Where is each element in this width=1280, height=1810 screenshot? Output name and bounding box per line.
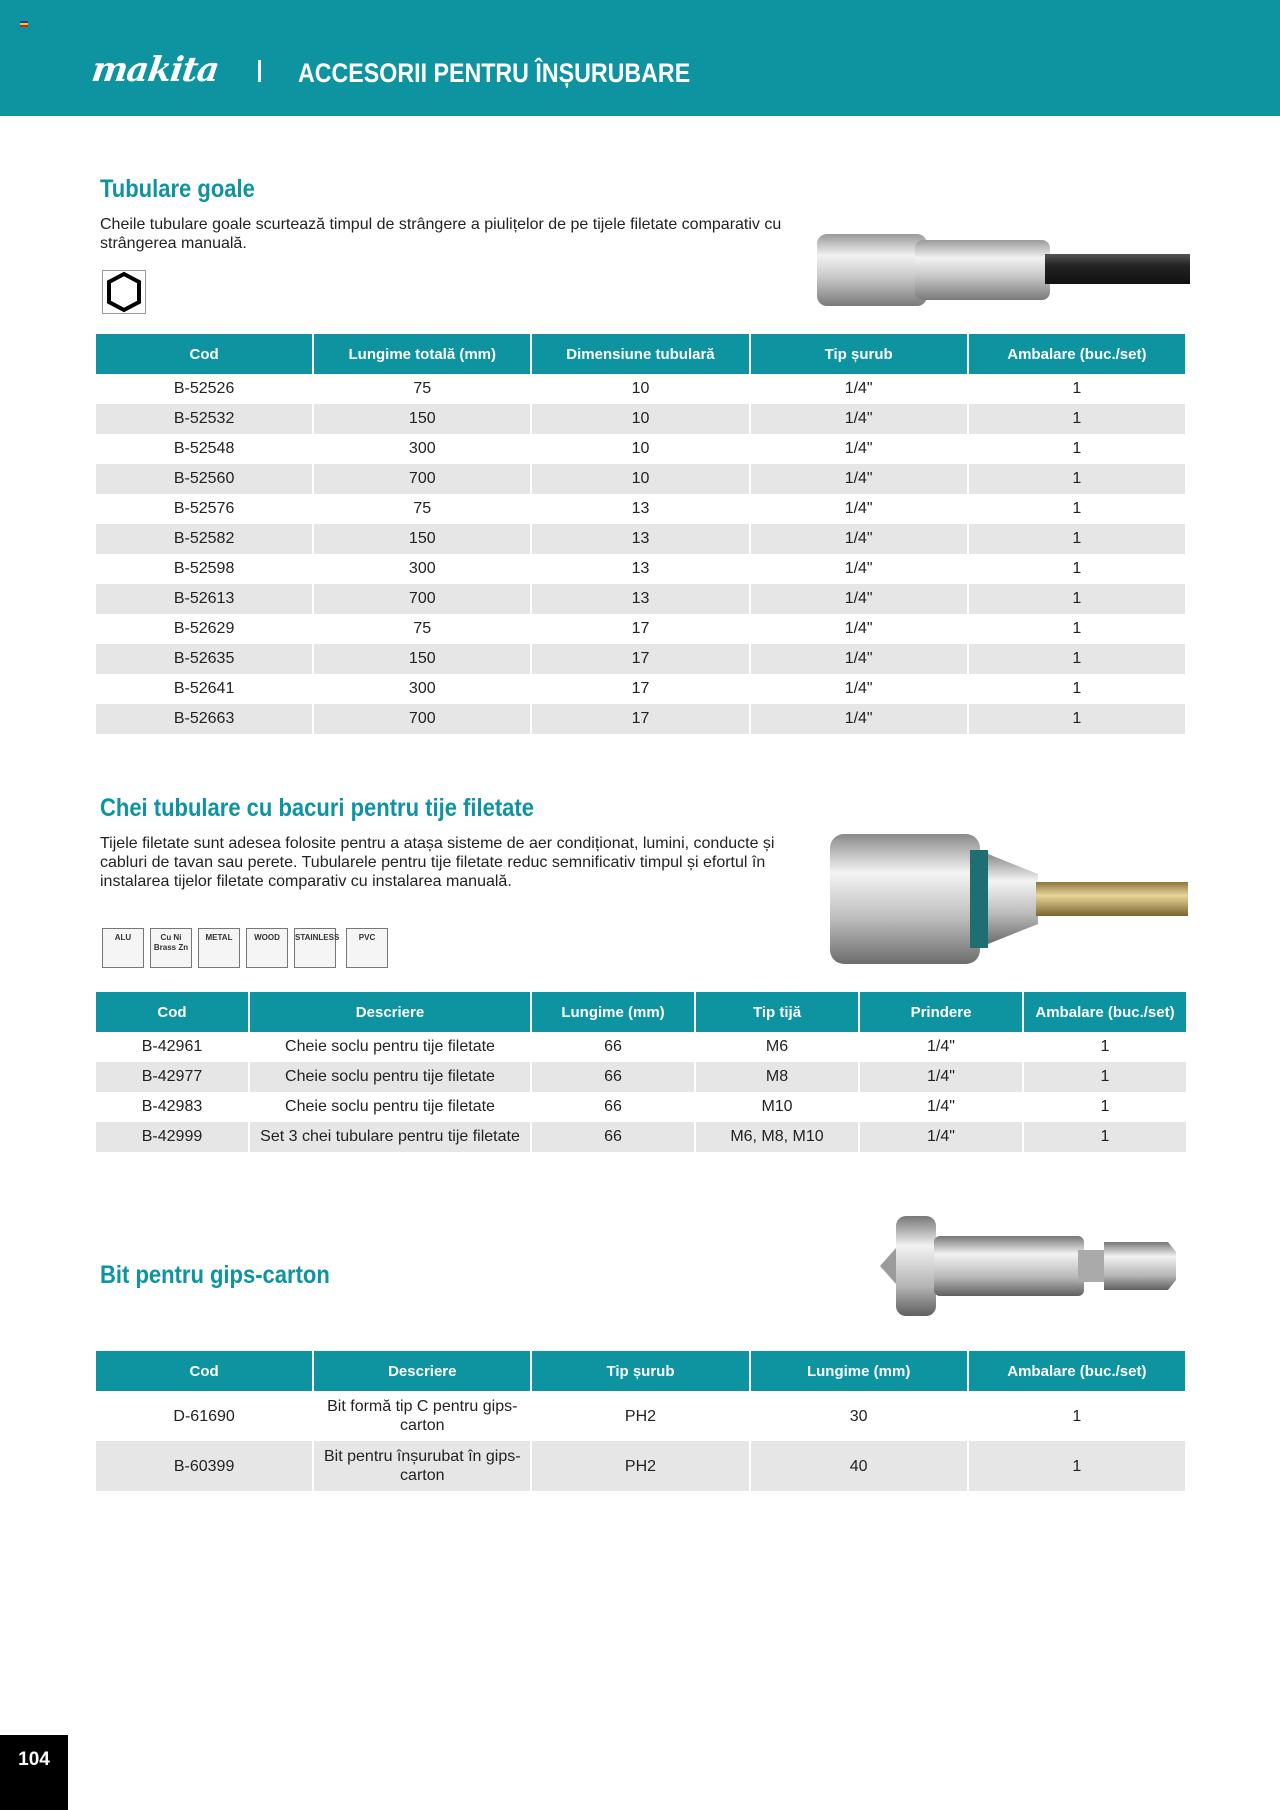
table-cell: 1 <box>1100 1098 1110 1115</box>
table-cell: 150 <box>314 404 530 434</box>
table-cell: 1/4" <box>927 1098 955 1115</box>
col-header: Lungime (mm) <box>532 992 694 1032</box>
table-row <box>96 674 1185 704</box>
table-cell: 75 <box>413 620 432 637</box>
table-cell: Cheie soclu pentru tije filetate <box>285 1038 495 1055</box>
table-cell: 1/4" <box>927 1038 955 1055</box>
table-cell: 13 <box>532 584 748 614</box>
table-cell: 1/4" <box>844 500 873 517</box>
table-cell: 66 <box>532 1122 694 1152</box>
table-row <box>96 434 1185 464</box>
table-cell: 1/4" <box>844 680 873 697</box>
table-cell: 1 <box>1072 500 1082 517</box>
table-cell: B-52629 <box>173 620 235 637</box>
table-cell: PH2 <box>624 1407 657 1425</box>
table-cell: 300 <box>408 680 436 697</box>
col-header: Cod <box>96 1351 312 1391</box>
table-header-row <box>96 1351 1185 1391</box>
page-number: 104 <box>0 1735 68 1810</box>
table-row <box>96 1122 1186 1152</box>
table-cell: 13 <box>532 524 748 554</box>
table-row <box>96 464 1185 494</box>
table-cell: Cheie soclu pentru tije filetate <box>285 1098 495 1115</box>
table-cell: 1/4" <box>844 380 873 397</box>
table-cell: 700 <box>314 584 530 614</box>
table-row <box>96 1391 1185 1441</box>
table-row <box>96 524 1185 554</box>
table-row <box>96 614 1185 644</box>
table-cell: 1/4" <box>751 704 967 734</box>
table-cell: D-61690 <box>173 1407 235 1425</box>
brand-logo: makita <box>89 50 222 90</box>
table-cell: 1/4" <box>860 1062 1022 1092</box>
table-cell: B-52663 <box>96 704 312 734</box>
table-row <box>96 404 1185 434</box>
table-cell: 150 <box>314 524 530 554</box>
table-row <box>96 1062 1186 1092</box>
col-header: Lungime (mm) <box>751 1351 967 1391</box>
hexagon-icon <box>102 270 146 314</box>
section-description-hollow-sockets: Cheile tubulare goale scurtează timpul de strângere a piulițelor de pe tijele filetate comparativ cu strângerea manuală. <box>100 216 782 252</box>
table-cell: B-52635 <box>96 644 312 674</box>
table-cell: 1 <box>1072 1407 1082 1425</box>
table-cell: 150 <box>314 644 530 674</box>
table-cell: B-42977 <box>96 1062 248 1092</box>
table-cell: 13 <box>631 500 650 517</box>
table-cell: 1 <box>969 644 1185 674</box>
table-header-row <box>96 334 1185 374</box>
section-description-threaded-rod-sockets: Tijele filetate sunt adesea folosite pentru a atașa sisteme de aer condiționat, lumini, conducte și cabluri de tavan sau perete. Tubularele pentru tije filetate reduc semnificativ timpul și efortul în instalarea tijelor filetate comparativ cu instalarea manuală. <box>100 835 775 890</box>
table-cell: 1/4" <box>844 620 873 637</box>
table-cell: PH2 <box>532 1441 748 1491</box>
col-header: Tip șurub <box>532 1351 748 1391</box>
table-cell: 1 <box>1072 620 1082 637</box>
table-cell: M6 <box>765 1038 789 1055</box>
header-divider <box>258 60 261 82</box>
table-cell: 17 <box>631 620 650 637</box>
metal-icon: METAL <box>198 928 240 968</box>
table-row <box>96 374 1185 404</box>
col-header: Ambalare (buc./set) <box>969 1351 1185 1391</box>
table-cell: B-42983 <box>141 1098 203 1115</box>
table-cell: 1 <box>969 584 1185 614</box>
table-cell: 66 <box>532 1062 694 1092</box>
table-cell: 1 <box>1072 680 1082 697</box>
col-header: Tip tijă <box>696 992 858 1032</box>
table-cell: B-52560 <box>96 464 312 494</box>
table-cell: 1 <box>1072 560 1082 577</box>
table-cell: B-52576 <box>173 500 235 517</box>
table-cell: B-52548 <box>173 440 235 457</box>
table-cell: 10 <box>631 440 650 457</box>
col-header: Cod <box>96 992 248 1032</box>
drywall-bit-table <box>94 1351 1187 1491</box>
table-cell: 1 <box>969 1441 1185 1491</box>
drywall-bit-image <box>878 1212 1180 1322</box>
table-cell: 1 <box>969 704 1185 734</box>
table-cell: 10 <box>532 464 748 494</box>
col-header: Descriere <box>314 1351 530 1391</box>
flag-icon <box>20 21 28 27</box>
table-cell: 1 <box>1024 1122 1186 1152</box>
section-title-hollow-sockets: Tubulare goale <box>100 175 255 203</box>
table-cell: B-42999 <box>96 1122 248 1152</box>
stainless-icon: STAINLESS <box>294 928 336 968</box>
table-cell: 1/4" <box>844 560 873 577</box>
table-row <box>96 1092 1186 1122</box>
hollow-sockets-table <box>94 334 1187 734</box>
table-cell: 1 <box>969 524 1185 554</box>
table-cell: 1/4" <box>751 584 967 614</box>
table-cell: B-52613 <box>96 584 312 614</box>
table-cell: M6, M8, M10 <box>696 1122 858 1152</box>
table-cell: 1/4" <box>751 464 967 494</box>
table-cell: 75 <box>413 500 432 517</box>
table-row <box>96 1441 1185 1491</box>
copper-icon: Cu Ni Brass Zn <box>150 928 192 968</box>
wood-icon: WOOD <box>246 928 288 968</box>
table-cell: 30 <box>849 1407 868 1425</box>
table-row <box>96 494 1185 524</box>
table-row <box>96 554 1185 584</box>
table-cell: 1/4" <box>751 524 967 554</box>
col-header: Ambalare (buc./set) <box>1024 992 1186 1032</box>
section-title-threaded-rod-sockets: Chei tubulare cu bacuri pentru tije filetate <box>100 794 534 822</box>
pvc-icon: PVC <box>346 928 388 968</box>
table-cell: B-52582 <box>96 524 312 554</box>
table-cell: 1 <box>969 464 1185 494</box>
table-cell: Bit formă tip C pentru gips-carton <box>327 1398 518 1434</box>
table-cell: 700 <box>314 464 530 494</box>
col-header: Tip șurub <box>751 334 967 374</box>
table-cell: 17 <box>532 644 748 674</box>
table-cell: 40 <box>751 1441 967 1491</box>
table-row <box>96 644 1185 674</box>
table-cell: 1 <box>1024 1062 1186 1092</box>
threaded-rod-sockets-table <box>94 992 1188 1152</box>
header-band <box>0 0 1280 116</box>
table-cell: 1/4" <box>844 440 873 457</box>
table-cell: 1 <box>1100 1038 1110 1055</box>
table-header-row <box>96 992 1186 1032</box>
table-cell: B-52532 <box>96 404 312 434</box>
page-title: ACCESORII PENTRU ÎNȘURUBARE <box>298 58 691 88</box>
hollow-socket-image <box>815 228 1190 312</box>
table-cell: M10 <box>761 1098 793 1115</box>
col-header: Descriere <box>250 992 530 1032</box>
col-header: Cod <box>96 334 312 374</box>
table-cell: 66 <box>604 1038 622 1055</box>
table-cell: 75 <box>413 380 432 397</box>
col-header: Prindere <box>860 992 1022 1032</box>
col-header: Ambalare (buc./set) <box>969 334 1185 374</box>
table-cell: B-60399 <box>96 1441 312 1491</box>
table-cell: 300 <box>408 440 436 457</box>
col-header: Dimensiune tubulară <box>532 334 748 374</box>
table-cell: 1/4" <box>751 644 967 674</box>
table-cell: 300 <box>408 560 436 577</box>
table-cell: 1 <box>1072 440 1082 457</box>
table-cell: 1 <box>969 404 1185 434</box>
table-cell: 10 <box>532 404 748 434</box>
table-cell: 1/4" <box>860 1122 1022 1152</box>
table-cell: B-52598 <box>173 560 235 577</box>
table-cell: 1 <box>1072 380 1082 397</box>
table-row <box>96 584 1185 614</box>
table-cell: 17 <box>532 704 748 734</box>
aluminium-icon: ALU <box>102 928 144 968</box>
table-cell: 13 <box>631 560 650 577</box>
table-cell: 700 <box>314 704 530 734</box>
table-cell: 1/4" <box>751 404 967 434</box>
col-header: Lungime totală (mm) <box>314 334 530 374</box>
threaded-rod-socket-image <box>828 832 1188 967</box>
table-cell: 10 <box>631 380 650 397</box>
section-title-drywall-bit: Bit pentru gips-carton <box>100 1261 330 1289</box>
table-cell: M8 <box>696 1062 858 1092</box>
table-cell: B-52641 <box>173 680 235 697</box>
table-cell: Bit pentru înșurubat în gips-carton <box>314 1441 530 1491</box>
table-cell: Cheie soclu pentru tije filetate <box>250 1062 530 1092</box>
table-cell: 17 <box>631 680 650 697</box>
table-cell: B-52526 <box>173 380 235 397</box>
table-cell: B-42961 <box>141 1038 203 1055</box>
table-row <box>96 1032 1186 1062</box>
table-cell: Set 3 chei tubulare pentru tije filetate <box>250 1122 530 1152</box>
table-cell: 66 <box>604 1098 622 1115</box>
table-row <box>96 704 1185 734</box>
